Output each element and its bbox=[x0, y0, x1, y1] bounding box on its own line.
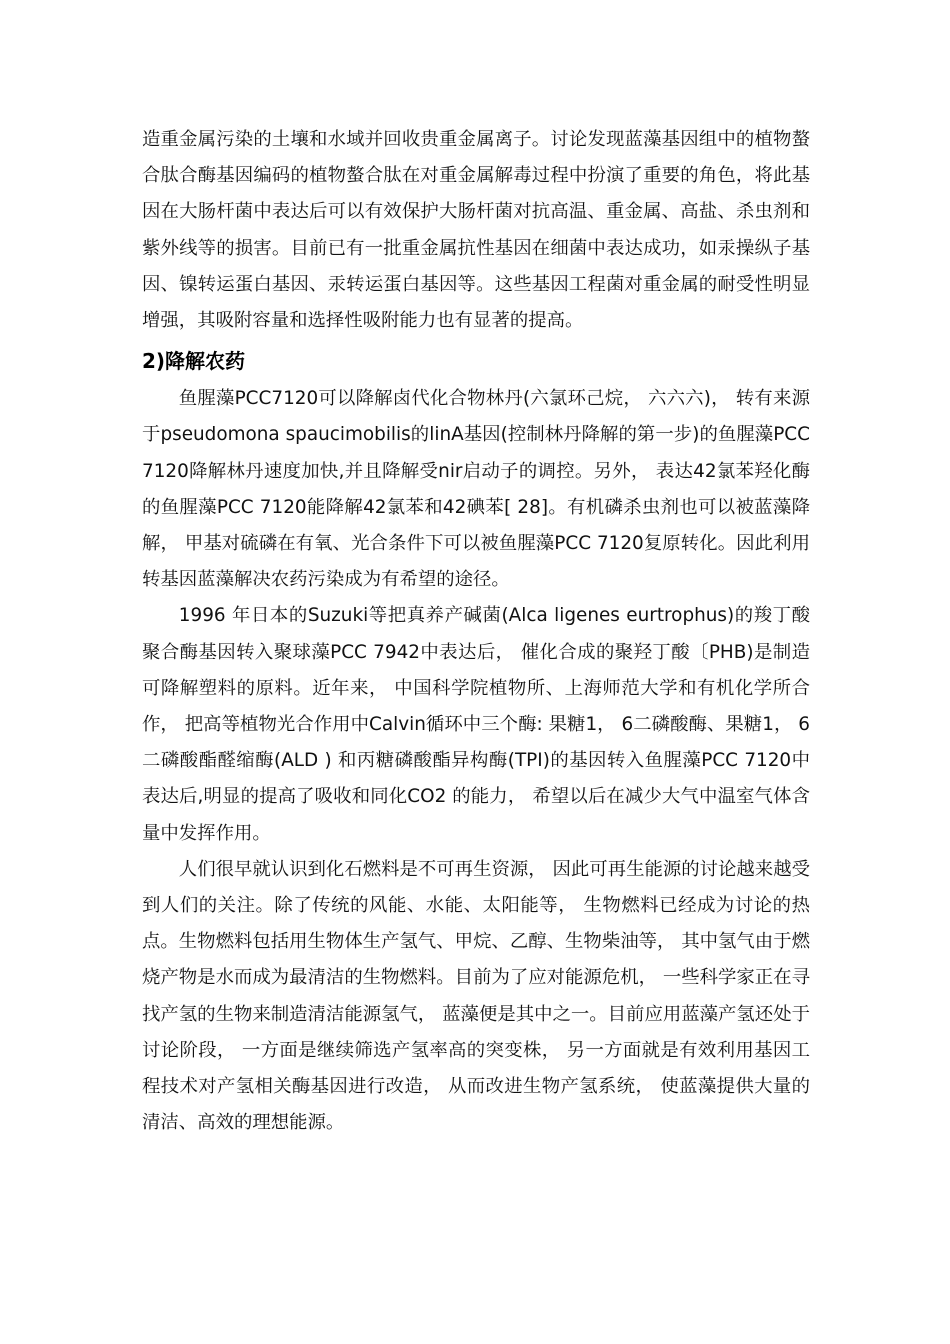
paragraph-biofuel-hydrogen: 人们很早就认识到化石燃料是不可再生资源， 因此可再生能源的讨论越来越受到人们的关注。除了传统的风能、水能、太阳能等， 生物燃料已经成为讨论的热点。生物燃料包括用生物体生产氢气、甲烷、乙醇、生物柴油等， 其中氢气由于燃烧产物是水而成为最清洁的生物燃料。目前为了应对能源危机， 一些科学家正在寻找产氢的生物来制造清洁能源氢气， 蓝藻便是其中之一。目前应用蓝藻产氢还处于讨论阶段， 一方面是继续筛选产氢率高的突变株， 另一方面就是有效利用基因工程技术对产氢相关酶基因进行改造， 从而改进生物产氢系统， 使蓝藻提供大量的清洁、高效的理想能源。 bbox=[142, 858, 810, 1134]
paragraph-heavy-metal-continuation: 造重金属污染的土壤和水域并回收贵重金属离子。讨论发现蓝藻基因组中的植物螯合肽合酶基因编码的植物螯合肽在对重金属解毒过程中扮演了重要的角色，将此基因在大肠杆菌中表达后可以有效保护大肠杆菌对抗高温、重金属、高盐、杀虫剂和紫外线等的损害。目前已有一批重金属抗性基因在细菌中表达成功，如汞操纵子基因、镍转运蛋白基因、汞转运蛋白基因等。这些基因工程菌对重金属的耐受性明显增强，其吸附容量和选择性吸附能力也有显著的提高。 bbox=[142, 129, 810, 332]
paragraph-anabaena-lindane: 鱼腥藻PCC7120可以降解卤代化合物林丹(六氯环己烷， 六六六)， 转有来源于pseudomona spaucimobilis的linA基因(控制林丹降解的第一步)的鱼腥藻PCC 7120降解林丹速度加快,并且降解受nir启动子的调控。另外， 表达42氯苯羟化酶的鱼腥藻PCC 7120能降解42氯苯和42碘苯[ 28]。有机磷杀虫剂也可以被蓝藻降解， 甲基对硫磷在有氧、光合条件下可以被鱼腥藻PCC 7120复原转化。因此利用转基因蓝藻解决农药污染成为有希望的途径。 bbox=[142, 388, 810, 591]
document-body bbox=[142, 122, 810, 1141]
paragraph-phb-calvin-cycle: 1996 年日本的Suzuki等把真养产碱菌(Alca ligenes eurtrophus)的羧丁酸聚合酶基因转入聚球藻PCC 7942中表达后， 催化合成的聚羟丁酸〔PHB)是制造可降解塑料的原料。近年来， 中国科学院植物所、上海师范大学和有机化学所合作， 把高等植物光合作用中Calvin循环中三个酶: 果糖1， 6二磷酸酶、果糖1， 6 二磷酸酯醛缩酶(ALD ) 和丙糖磷酸酯异构酶(TPI)的基因转入鱼腥藻PCC 7120中表达后,明显的提高了吸收和同化CO2 的能力， 希望以后在减少大气中温室气体含量中发挥作用。 bbox=[142, 605, 810, 844]
section-heading-pesticide-degradation: 2)降解农药 bbox=[142, 349, 246, 374]
